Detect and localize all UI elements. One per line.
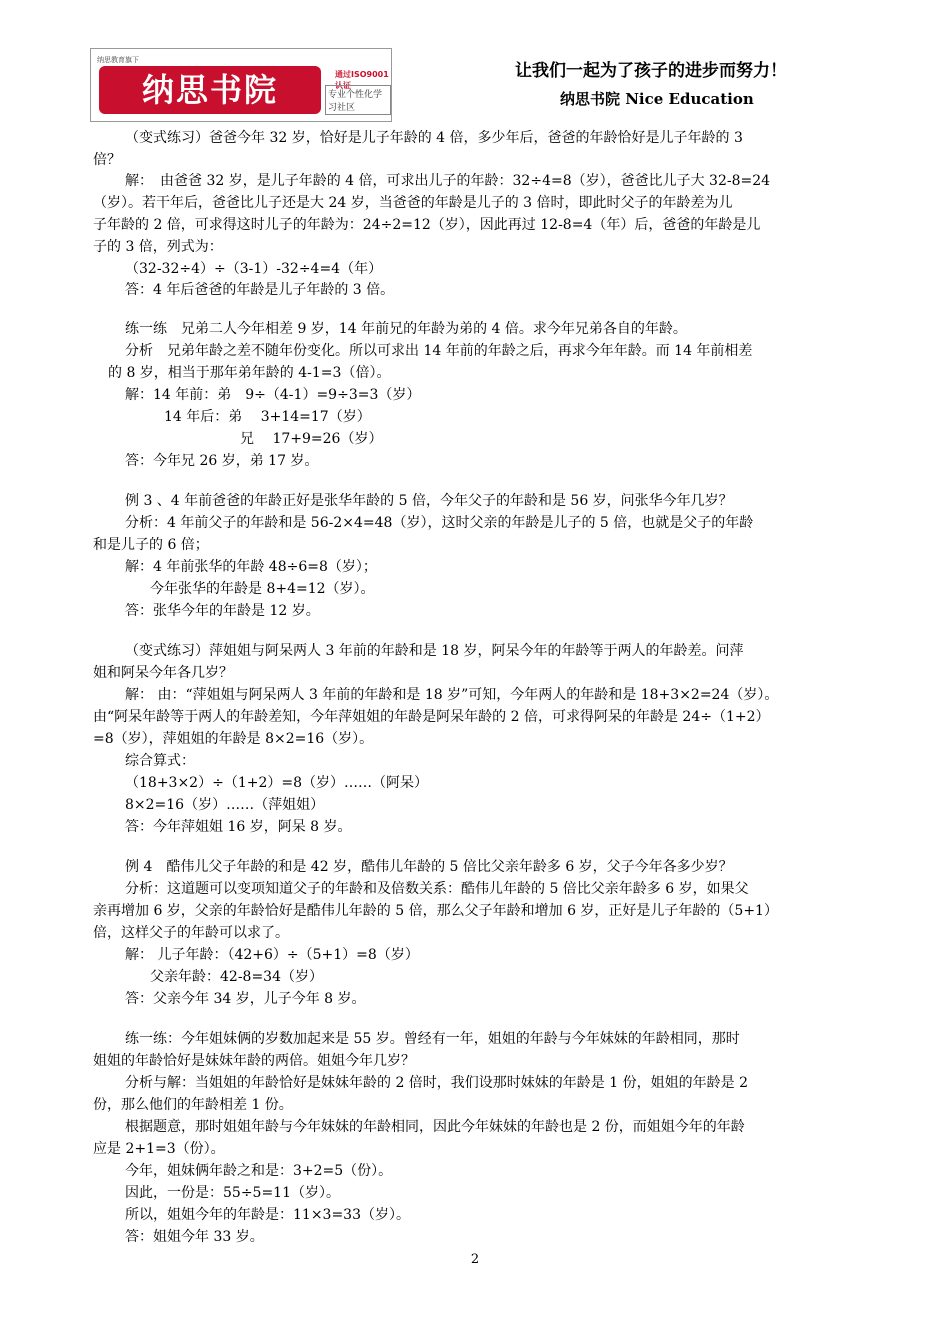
text-line: 分析：这道题可以变项知道父子的年龄和及倍数关系：酷伟儿年龄的 5 倍比父亲年龄多 6 岁，如果父 <box>125 881 749 897</box>
logo-community: 专业个性化学习社区 <box>325 85 391 115</box>
answer-line: 答：父亲今年 34 岁，儿子今年 8 岁。 <box>125 991 366 1007</box>
text-line: 分析 兄弟年龄之差不随年份变化。所以可求出 14 年前的年龄之后，再求今年年龄。而 14 年前相差 <box>125 343 753 359</box>
text-line: 所以，姐姐今年的年龄是：11×3=33（岁）。 <box>125 1207 410 1223</box>
header-slogan: 让我们一起为了孩子的进步而努力！ <box>515 61 787 81</box>
formula-line: （32-32÷4）÷（3-1）-32÷4=4（年） <box>125 261 383 277</box>
text-line: 今年张华的年龄是 8+4=12（岁）。 <box>150 581 375 597</box>
text-line: 14 年后：弟 3+14=17（岁） <box>164 409 371 425</box>
text-line: 兄 17+9=26（岁） <box>240 431 383 447</box>
exercise-heading: 练一练 兄弟二人今年相差 9 岁，14 年前兄的年龄为弟的 4 倍。求今年兄弟各自的年龄。 <box>125 321 687 337</box>
text-line: 倍，这样父子的年龄可以求了。 <box>93 925 289 941</box>
text-line: 和是儿子的 6 倍； <box>93 537 209 553</box>
text-line: 的 8 岁，相当于那年弟年龄的 4-1=3（倍）。 <box>108 365 391 381</box>
text-line: 根据题意，那时姐姐年龄与今年妹妹的年龄相同，因此今年妹妹的年龄也是 2 份，而姐姐今年的年龄 <box>125 1119 745 1135</box>
text-line: 子的 3 倍，列式为： <box>93 239 223 255</box>
answer-line: 答：姐姐今年 33 岁。 <box>125 1229 264 1245</box>
text-line: 份，那么他们的年龄相差 1 份。 <box>93 1097 293 1113</box>
text-line: 子年龄的 2 倍，可求得这时儿子的年龄为：24÷2=12（岁），因此再过 12-8=4（年）后，爸爸的年龄是儿 <box>93 217 761 233</box>
exercise-heading: 练一练：今年姐妹俩的岁数加起来是 55 岁。曾经有一年，姐姐的年龄与今年妹妹的年龄相同，那时 <box>125 1031 740 1047</box>
text-line: 综合算式： <box>125 753 195 769</box>
text-line: 姐姐的年龄恰好是妹妹年龄的两倍。姐姐今年几岁？ <box>93 1053 415 1069</box>
text-line: 因此，一份是：55÷5=11（岁）。 <box>125 1185 340 1201</box>
text-line: 由“阿呆年龄等于两人的年龄差知，今年萍姐姐的年龄是阿呆年龄的 2 倍，可求得阿呆的年龄是 24÷（1+2） <box>93 709 770 725</box>
text-line: 父亲年龄：42-8=34（岁） <box>150 969 323 985</box>
example-heading: 例 3 、4 年前爸爸的年龄正好是张华年龄的 5 倍，今年父子的年龄和是 56 岁，问张华今年几岁？ <box>125 493 733 509</box>
text-line: 姐和阿呆今年各几岁？ <box>93 665 233 681</box>
text-line: 解： 儿子年龄：（42+6）÷（5+1）=8（岁） <box>125 947 419 963</box>
formula-line: （18+3×2）÷（1+2）=8（岁）……（阿呆） <box>125 775 429 791</box>
answer-line: 答：今年萍姐姐 16 岁，阿呆 8 岁。 <box>125 819 352 835</box>
formula-line: 8×2=16（岁）……（萍姐姐） <box>125 797 325 813</box>
exercise-heading: （变式练习）萍姐姐与阿呆两人 3 年前的年龄和是 18 岁，阿呆今年的年龄等于两人的年龄差。问萍 <box>125 643 744 659</box>
logo-brand: 纳思书院 <box>99 66 321 114</box>
page-number: 2 <box>470 1252 480 1267</box>
text-line: 解：4 年前张华的年龄 48÷6=8（岁）； <box>125 559 377 575</box>
text-line: 今年，姐妹俩年龄之和是：3+2=5（份）。 <box>125 1163 393 1179</box>
logo-iso: 通过ISO9001认证 <box>335 70 389 90</box>
text-line: （岁）。若干年后，爸爸比儿子还是大 24 岁，当爸爸的年龄是儿子的 3 倍时，即此时父子的年龄差为儿 <box>93 195 733 211</box>
text-line: 应是 2+1=3（份）。 <box>93 1141 225 1157</box>
text-line: 倍？ <box>93 152 121 168</box>
logo-subtitle: 纳思教育旗下 <box>97 56 139 64</box>
text-line: 分析与解：当姐姐的年龄恰好是妹妹年龄的 2 倍时，我们设那时妹妹的年龄是 1 份，姐姐的年龄是 2 <box>125 1075 748 1091</box>
text-line: 解： 由：“萍姐姐与阿呆两人 3 年前的年龄和是 18 岁”可知，今年两人的年龄和是 18+3×2=24（岁）。 <box>125 687 779 703</box>
text-line: （变式练习）爸爸今年 32 岁，恰好是儿子年龄的 4 倍，多少年后，爸爸的年龄恰好是儿子年龄的 3 <box>125 130 743 146</box>
text-line: 解： 由爸爸 32 岁，是儿子年龄的 4 倍，可求出儿子的年龄：32÷4=8（岁），爸爸比儿子大 32-8=24 <box>125 173 771 189</box>
logo <box>90 48 392 122</box>
text-line: 解：14 年前：弟 9÷（4-1）=9÷3=3（岁） <box>125 387 421 403</box>
text-line: =8（岁），萍姐姐的年龄是 8×2=16（岁）。 <box>93 731 374 747</box>
text-line: 分析：4 年前父子的年龄和是 56-2×4=48（岁），这时父亲的年龄是儿子的 5 倍，也就是父子的年龄 <box>125 515 754 531</box>
answer-line: 答：4 年后爸爸的年龄是儿子年龄的 3 倍。 <box>125 282 395 298</box>
text-line: 亲再增加 6 岁，父亲的年龄恰好是酷伟儿年龄的 5 倍，那么父子年龄和增加 6 岁，正好是儿子年龄的（5+1） <box>93 903 778 919</box>
answer-line: 答：今年兄 26 岁，弟 17 岁。 <box>125 453 319 469</box>
answer-line: 答：张华今年的年龄是 12 岁。 <box>125 603 320 619</box>
example-heading: 例 4 酷伟儿父子年龄的和是 42 岁，酷伟儿年龄的 5 倍比父亲年龄多 6 岁，父子今年各多少岁？ <box>125 859 733 875</box>
header-org: 纳思书院 Nice Education <box>560 90 754 108</box>
